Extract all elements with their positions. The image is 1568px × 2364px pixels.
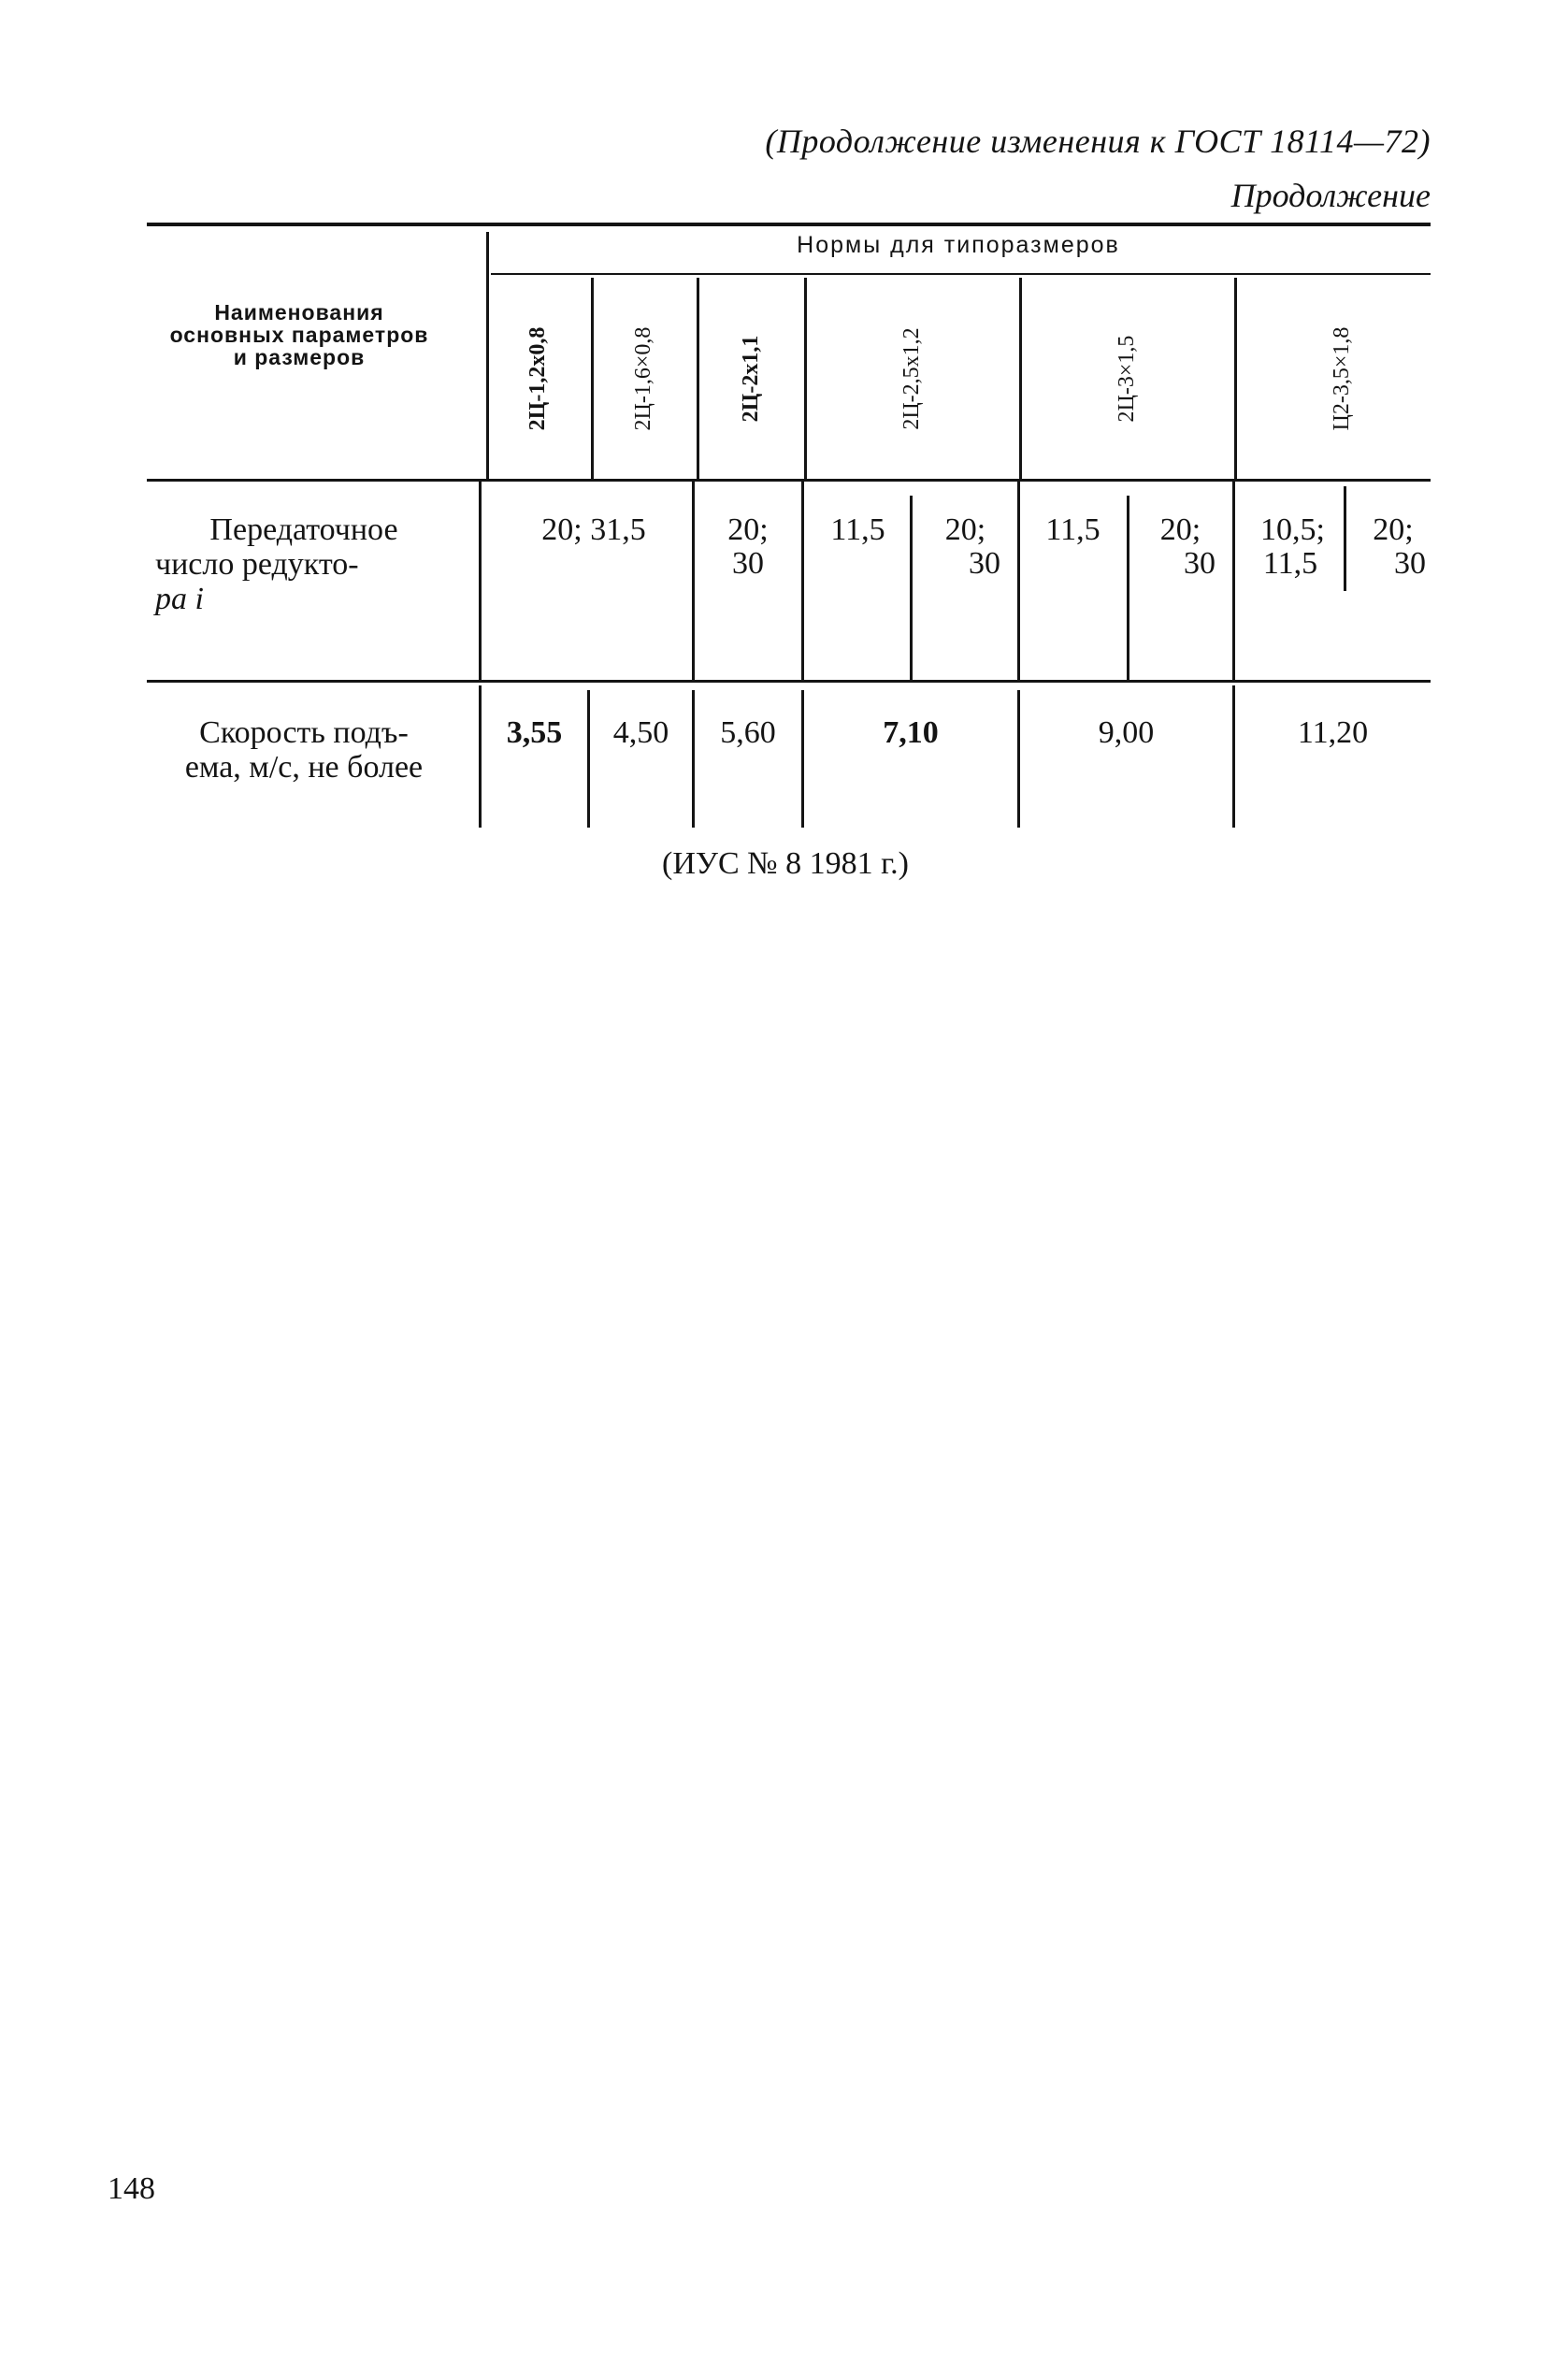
table-cell: 11,5: [1262, 546, 1318, 581]
header-vline: [1019, 278, 1022, 479]
table-cell: 20;: [944, 512, 986, 547]
table-top-rule: [147, 223, 1431, 226]
row2-vline: [801, 690, 804, 828]
table-cell: 9,00: [1098, 715, 1155, 750]
table-cell: 11,5: [1045, 512, 1100, 547]
row1-vline: [801, 482, 804, 680]
row2-vline: [587, 690, 590, 828]
type-header: 2Ц-1,2х0,8: [525, 326, 550, 431]
row1-vline: [1232, 482, 1235, 680]
table-cell: 30: [969, 546, 1000, 581]
header-bottom-rule: [147, 479, 1431, 482]
row1-vline: [910, 496, 913, 680]
type-header: 2Ц-2,5х1,2: [899, 327, 924, 430]
type-header: 2Ц-2х1,1: [739, 335, 763, 423]
table-cell: 30: [1394, 546, 1426, 581]
table-cell: 30: [732, 546, 764, 581]
table-cell: 30: [1184, 546, 1216, 581]
row1-vline: [479, 482, 482, 680]
table-cell: 7,10: [883, 715, 939, 750]
row1-vline: [1344, 486, 1346, 591]
norms-header: Нормы для типоразмеров: [797, 232, 1120, 258]
header-vline: [591, 278, 594, 479]
footnote-ius: (ИУС № 8 1981 г.): [662, 846, 909, 881]
header-vline: [486, 232, 489, 479]
table-cell: 3,55: [506, 715, 563, 750]
table-cell: 20;: [1373, 512, 1414, 547]
type-header: Ц2-3,5×1,8: [1330, 326, 1354, 431]
row2-vline: [1017, 690, 1020, 828]
page-number: 148: [108, 2171, 155, 2206]
continuation-label: Продолжение: [1230, 177, 1431, 214]
header-vline: [804, 278, 807, 479]
table-cell: 20;: [727, 512, 769, 547]
row2-vline: [479, 685, 482, 828]
header-vline: [697, 278, 699, 479]
row1-vline: [1017, 482, 1020, 680]
table-cell: 10,5;: [1260, 512, 1325, 547]
amendment-title: (Продолжение изменения к ГОСТ 18114—72): [765, 123, 1431, 160]
row-label-gear-ratio: Передаточное число редукто- ра i: [155, 512, 398, 616]
row2-vline: [1232, 685, 1235, 828]
table-cell: 5,60: [720, 715, 776, 750]
table-cell: 11,5: [830, 512, 885, 547]
table-cell: 20;: [1159, 512, 1201, 547]
norms-header-rule: [491, 273, 1431, 275]
type-header: 2Ц-3×1,5: [1115, 335, 1139, 423]
row1-bottom-rule: [147, 680, 1431, 683]
header-vline: [1234, 278, 1237, 479]
table-cell: 20; 31,5: [541, 512, 646, 547]
type-header: 2Ц-1,6×0,8: [631, 326, 655, 431]
table-cell: 4,50: [612, 715, 669, 750]
param-column-header: Наименования основных параметров и размеров: [169, 300, 429, 369]
row1-vline: [692, 482, 695, 680]
row2-vline: [692, 690, 695, 828]
row-label-lifting-speed: Скорость подъ- ема, м/с, не более: [184, 715, 424, 785]
row1-vline: [1127, 496, 1129, 680]
table-cell: 11,20: [1297, 715, 1369, 750]
